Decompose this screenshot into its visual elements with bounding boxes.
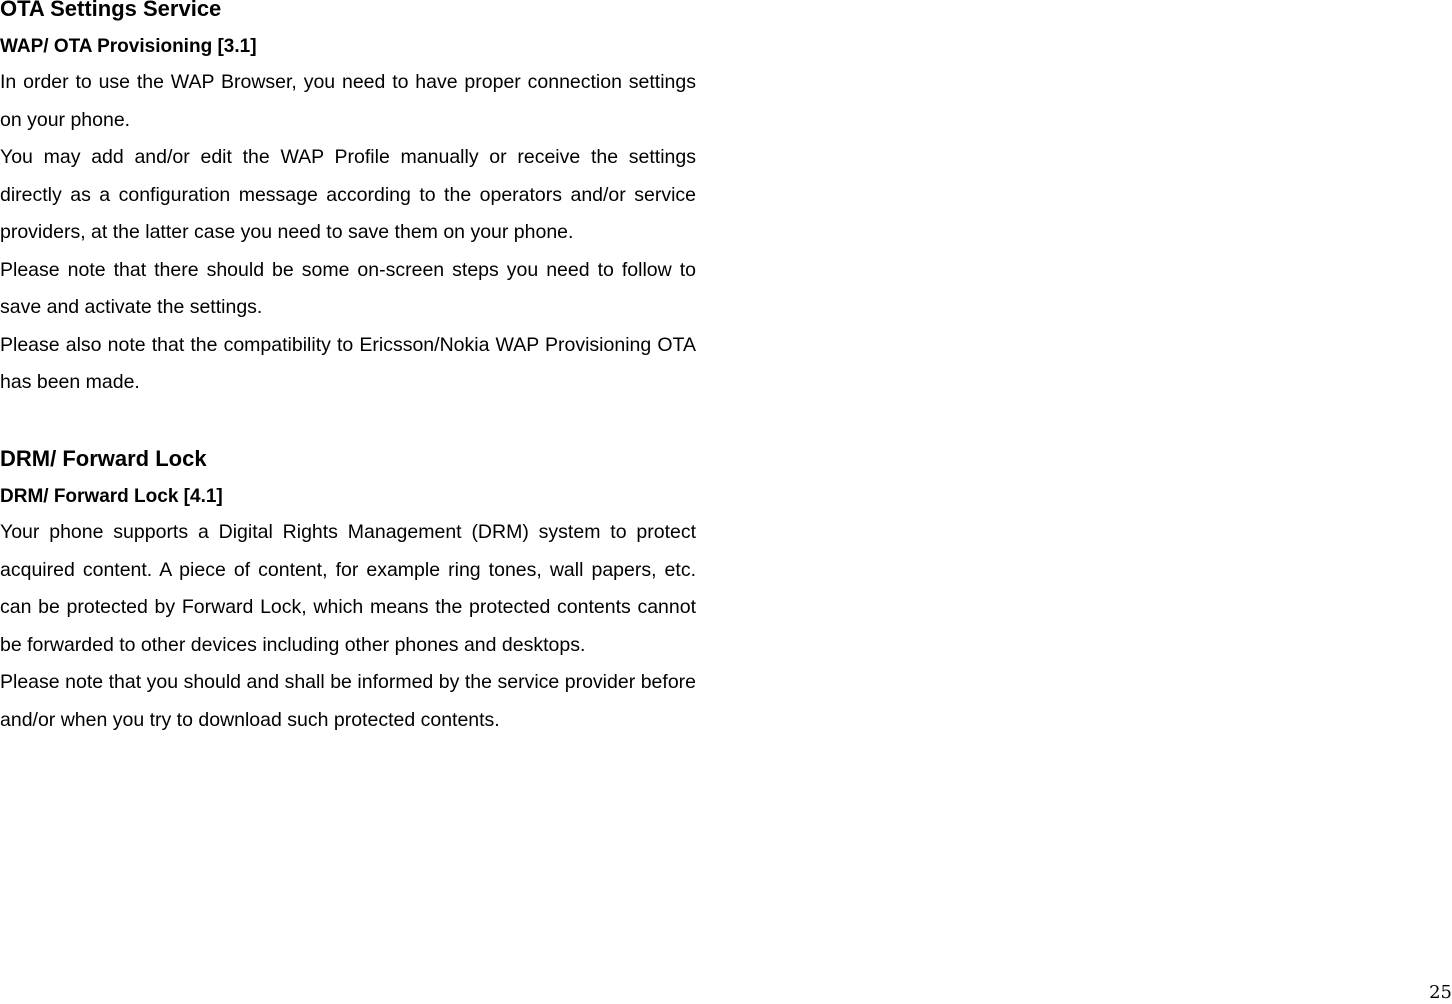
subsection-title-wap-ota-provisioning: WAP/ OTA Provisioning [3.1]	[0, 36, 257, 57]
section-title-drm: DRM/ Forward Lock	[0, 446, 207, 471]
paragraph: You may add and/or edit the WAP Profile manually or receive the settings directly as a configuration message according to the operators and/or service providers, at the latter case you need to save them on your phone.	[0, 146, 696, 243]
paragraph: Your phone supports a Digital Rights Management (DRM) system to protect acquired content. A piece of content, for example ring tones, wall papers, etc. can be protected by Forward Lock, which means the protected contents cannot be forwarded to other devices including other phones and desktops.	[0, 521, 696, 656]
section-body-ota	[0, 64, 696, 402]
section-title-ota: OTA Settings Service	[0, 0, 222, 21]
paragraph: Please also note that the compatibility to Ericsson/Nokia WAP Provisioning OTA has been made.	[0, 333, 696, 393]
page-number: 25	[1429, 982, 1452, 1003]
paragraph: In order to use the WAP Browser, you need to have proper connection settings on your phone.	[0, 71, 696, 131]
paragraph: Please note that you should and shall be informed by the service provider before and/or when you try to download such protected contents.	[0, 671, 696, 731]
section-body-drm	[0, 514, 696, 739]
paragraph: Please note that there should be some on-screen steps you need to follow to save and activate the settings.	[0, 258, 696, 318]
subsection-title-drm-forward-lock: DRM/ Forward Lock [4.1]	[0, 486, 223, 507]
